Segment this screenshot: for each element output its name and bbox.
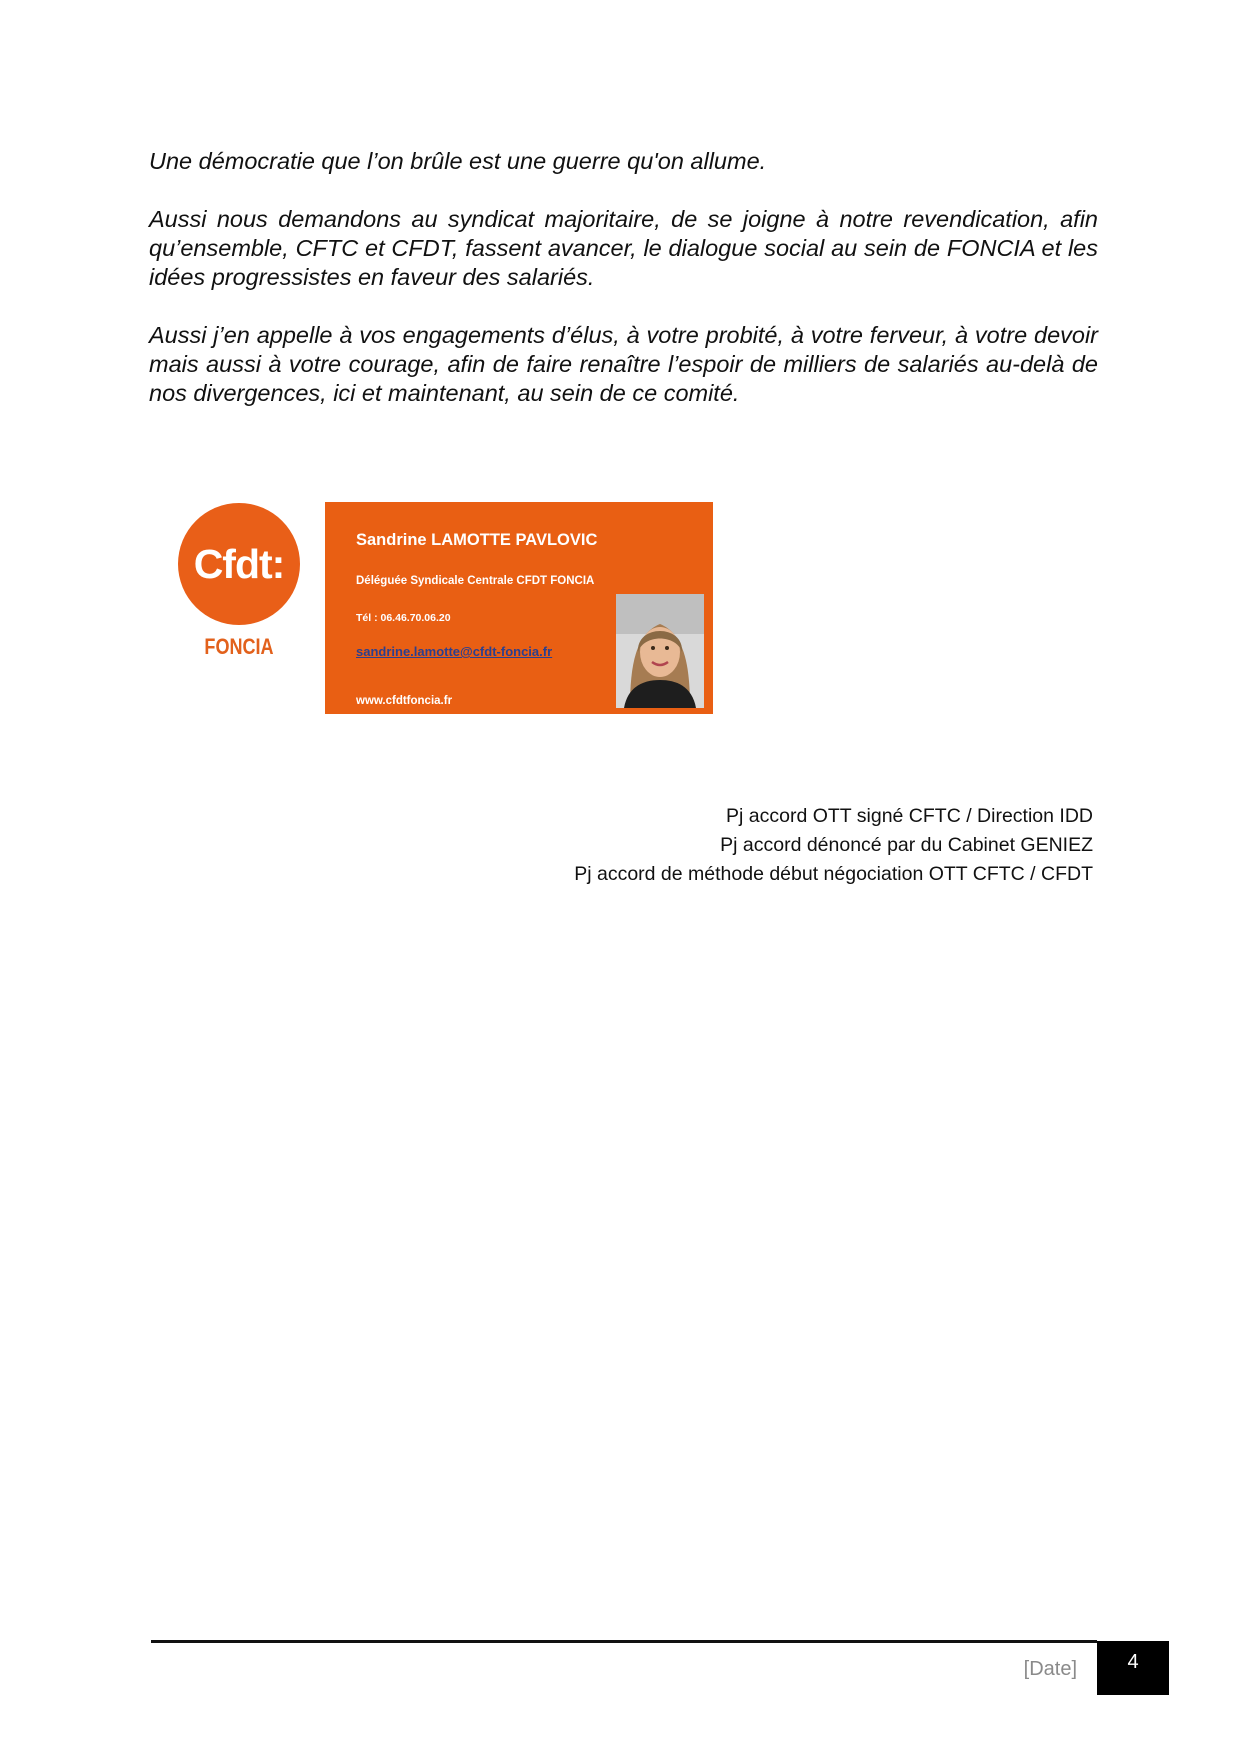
cfdt-logo	[178, 503, 302, 663]
portrait-photo-icon	[616, 594, 704, 708]
attachment-item: Pj accord OTT signé CFTC / Direction IDD	[726, 805, 1093, 827]
paragraph-3: Aussi j’en appelle à vos engagements d’élus, à votre probité, à votre ferveur, à votre devoir mais aussi à votre courage, afin de faire renaître l’espoir de milliers de salariés au-delà de nos divergences, ici et maintenant, au sein de ce comité.	[149, 322, 1098, 406]
cfdt-logo-subtext: FONCIA	[204, 634, 274, 659]
signature-card	[325, 502, 713, 714]
paragraph-2: Aussi nous demandons au syndicat majoritaire, de se joigne à notre revendication, afin qu’ensemble, CFTC et CFDT, fassent avancer, le dialogue social au sein de FONCIA et les idées progressistes en faveur des salariés.	[149, 206, 1098, 290]
portrait-photo	[616, 594, 704, 708]
signature-role: Déléguée Syndicale Centrale CFDT FONCIA	[356, 575, 595, 587]
signature-website: www.cfdtfoncia.fr	[356, 695, 453, 707]
footer-divider	[151, 1640, 1097, 1643]
page-number-box	[1097, 1641, 1169, 1695]
attachments-list	[574, 802, 1093, 889]
signature-email-link[interactable]: sandrine.lamotte@cfdt-foncia.fr	[356, 644, 553, 659]
footer-date: [Date]	[1023, 1658, 1077, 1680]
signature-name: Sandrine LAMOTTE PAVLOVIC	[356, 531, 598, 549]
paragraph-1: Une démocratie que l’on brûle est une guerre qu'on allume.	[149, 148, 767, 174]
cfdt-logo-circle	[178, 503, 300, 625]
signature-phone: Tél : 06.46.70.06.20	[356, 612, 451, 624]
cfdt-logo-text: Cfdt:	[193, 540, 285, 587]
attachment-item: Pj accord dénoncé par du Cabinet GENIEZ	[720, 834, 1093, 856]
page-number: 4	[1127, 1651, 1139, 1673]
attachment-item: Pj accord de méthode début négociation OTT CFTC / CFDT	[574, 863, 1093, 885]
